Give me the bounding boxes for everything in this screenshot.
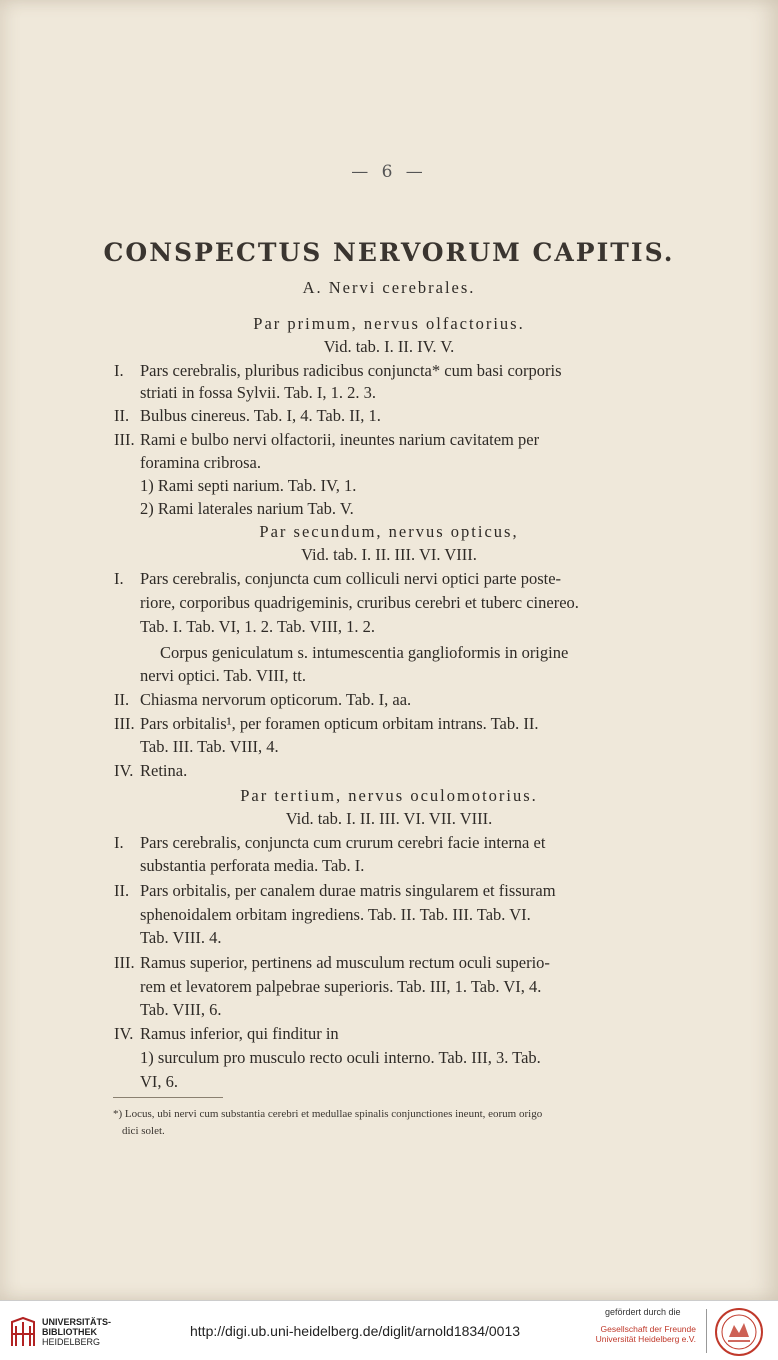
text-line: Pars cerebralis, pluribus radicibus conjuncta* cum basi corporis — [140, 361, 562, 380]
page-number: — 6 — — [351, 162, 427, 182]
text-line: Pars cerebralis, conjuncta cum crurum cerebri facie interna et — [140, 833, 546, 852]
text-line: Tab. III. Tab. VIII, 4. — [140, 737, 279, 756]
sub-item: VI, 6. — [140, 1072, 179, 1091]
text-line: nervi optici. Tab. VIII, tt. — [140, 666, 306, 685]
text-line: Pars orbitalis, per canalem durae matris singularem et fissuram — [140, 881, 556, 900]
par3-vid: Vid. tab. I. II. III. VI. VII. VIII. — [285, 809, 493, 828]
text-line: Corpus geniculatum s. intumescentia ganglioformis in origine — [160, 643, 569, 662]
society-name: Gesellschaft der Freunde Universität Heidelberg e.V. — [595, 1324, 696, 1344]
society-seal-icon — [714, 1307, 764, 1357]
item-number: III. — [114, 953, 135, 972]
section-heading: A. Nervi cerebrales. — [302, 278, 476, 297]
item-number: II. — [114, 406, 130, 425]
item-number: I. — [114, 833, 124, 852]
par1-heading: Par primum, nervus olfactorius. — [253, 314, 525, 333]
par1-vid: Vid. tab. I. II. IV. V. — [323, 337, 455, 356]
funded-by-label: gefördert durch die — [605, 1307, 681, 1317]
text-line: Tab. VIII. 4. — [140, 928, 222, 947]
footnote-line: dici solet. — [122, 1125, 165, 1137]
item-number: III. — [114, 714, 135, 733]
par2-vid: Vid. tab. I. II. III. VI. VIII. — [301, 545, 477, 564]
text-line: Tab. VIII, 6. — [140, 1000, 222, 1019]
text-line: Ramus superior, pertinens ad musculum rectum oculi superio- — [140, 953, 550, 972]
text-line: substantia perforata media. Tab. I. — [140, 856, 365, 875]
text-line: Rami e bulbo nervi olfactorii, ineuntes narium cavitatem per — [140, 430, 540, 449]
text-line: Retina. — [140, 761, 188, 780]
library-logo-icon — [10, 1316, 36, 1348]
text-line: riore, corporibus quadrigeminis, cruribus cerebri et tuberc cinereo. — [140, 593, 579, 612]
permalink-url[interactable]: http://digi.ub.uni-heidelberg.de/diglit/arnold1834/0013 — [190, 1323, 521, 1339]
text-line: foramina cribrosa. — [140, 453, 261, 472]
item-number: II. — [114, 690, 130, 709]
item-number: I. — [114, 361, 124, 380]
sub-item: 1) Rami septi narium. Tab. IV, 1. — [140, 476, 357, 495]
text-line: Chiasma nervorum opticorum. Tab. I, aa. — [140, 690, 412, 709]
item-number: II. — [114, 881, 130, 900]
text-line: rem et levatorem palpebrae superioris. Tab. III, 1. Tab. VI, 4. — [140, 977, 542, 996]
footnote-rule — [113, 1097, 223, 1098]
sub-item: 2) Rami laterales narium Tab. V. — [140, 499, 354, 518]
item-number: III. — [114, 430, 135, 449]
library-name: UNIVERSITÄTS- BIBLIOTHEK HEIDELBERG — [42, 1317, 112, 1347]
par3-heading: Par tertium, nervus oculomotorius. — [240, 786, 538, 805]
text-line: Pars orbitalis¹, per foramen opticum orbitam intrans. Tab. II. — [140, 714, 539, 733]
item-number: IV. — [114, 761, 134, 780]
item-number: I. — [114, 569, 124, 588]
text-line: Tab. I. Tab. VI, 1. 2. Tab. VIII, 1. 2. — [140, 617, 375, 636]
text-line: Bulbus cinereus. Tab. I, 4. Tab. II, 1. — [140, 406, 381, 425]
text-line: Pars cerebralis, conjuncta cum colliculi nervi optici parte poste- — [140, 569, 562, 588]
par2-heading: Par secundum, nervus opticus, — [259, 522, 519, 541]
text-line: Ramus inferior, qui finditur in — [140, 1024, 339, 1043]
item-number: IV. — [114, 1024, 134, 1043]
viewer-footer — [0, 1300, 778, 1360]
page-title: CONSPECTUS NERVORUM CAPITIS. — [103, 238, 675, 267]
divider — [706, 1309, 707, 1353]
footnote-line: *) Locus, ubi nervi cum substantia cerebri et medullae spinalis conjunctiones ineunt, eorum origo — [113, 1108, 543, 1120]
sub-item: 1) surculum pro musculo recto oculi interno. Tab. III, 3. Tab. — [140, 1048, 541, 1067]
text-line: sphenoidalem orbitam ingrediens. Tab. II. Tab. III. Tab. VI. — [140, 905, 531, 924]
text-line: striati in fossa Sylvii. Tab. I, 1. 2. 3. — [140, 383, 376, 402]
